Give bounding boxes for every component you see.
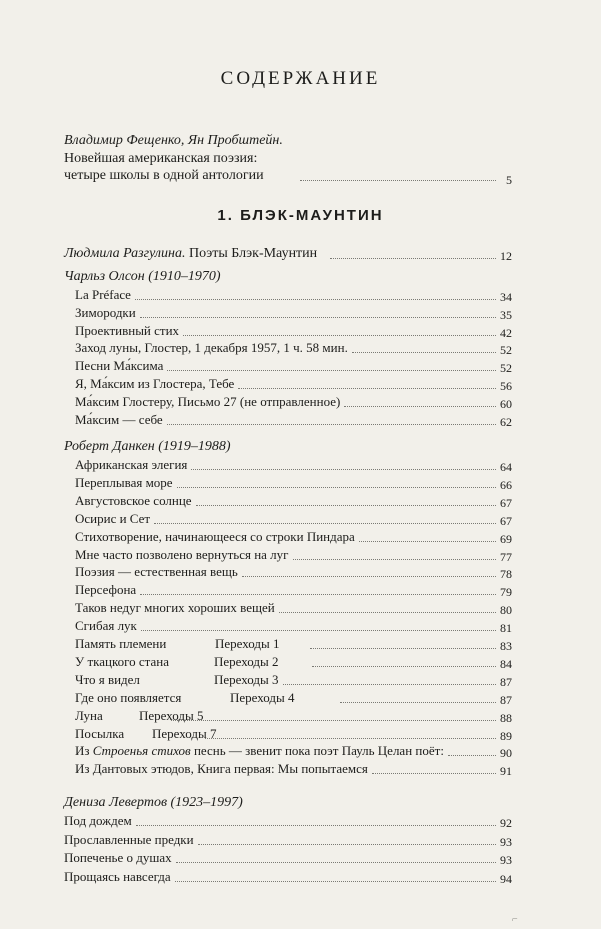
entry-title-text: Персефона (75, 582, 137, 598)
entry-subtitle: Переходы 1 (215, 636, 280, 651)
page-number: 79 (500, 585, 512, 600)
page-number: 64 (500, 460, 512, 474)
toc-entry[interactable] (0, 339, 601, 357)
section-number: 1. (217, 207, 234, 224)
entry-title-text: Ма́ксим Глостеру, Письмо 27 (не отправленное) (75, 393, 341, 409)
entry-title-text: Мне часто позволено вернуться на луг (75, 546, 289, 562)
page-number: 5 (506, 173, 512, 187)
page-number: 84 (500, 656, 512, 671)
entry-title-text: La Préface (75, 287, 131, 302)
entry-title (75, 689, 295, 706)
entry-title (75, 456, 187, 473)
entry-title-text: Заход луны, Глостер, 1 декабря 1957, 1 ч. 58 мин. (75, 340, 348, 356)
entry-title-text: Посылка (75, 725, 125, 741)
leader-dots (242, 575, 496, 577)
entry-title-text: Сгибая лук (75, 618, 137, 634)
entry-title-text: Таков недуг многих хороших вещей (75, 600, 275, 616)
preface-author: Людмила Разгулина. (64, 246, 186, 261)
corner-mark: ⌐ (512, 914, 518, 925)
entry-title-text: Ма́ксим — себе (75, 411, 163, 427)
entry-subtitle: Переходы 2 (214, 653, 279, 669)
entry-title-text: Память племени (75, 636, 167, 651)
toc-entry[interactable] (0, 581, 601, 599)
toc-entry[interactable] (0, 707, 601, 725)
entry-title (75, 510, 150, 527)
entry-title-text: Стихотворение, начинающееся со строки Пиндара (75, 528, 355, 544)
preface-text (64, 245, 317, 262)
leader-dots (175, 880, 496, 882)
entry-subtitle: Переходы 7 (152, 725, 217, 741)
intro-title-line2: четыре школы в одной антологии (64, 168, 264, 183)
entry-title (75, 671, 279, 688)
entry-title (75, 581, 136, 598)
toc-entry[interactable] (0, 286, 601, 304)
page-number: 56 (500, 379, 512, 393)
author-levertov: Дениза Левертов (1923–1997) (64, 795, 243, 810)
entry-title (75, 742, 444, 759)
toc-entry[interactable] (0, 411, 601, 429)
leader-dots (352, 351, 496, 353)
leader-dots (167, 423, 496, 425)
toc-entry-intro[interactable] (0, 167, 601, 185)
entry-title (75, 707, 204, 724)
entry-title (75, 492, 192, 509)
intro-authors: Владимир Фещенко, Ян Пробштейн. (64, 133, 283, 148)
page-number: 91 (500, 764, 512, 779)
entry-title-text: Осирис и Сет (75, 510, 151, 526)
toc-entry[interactable] (0, 760, 601, 778)
page-number: 80 (500, 603, 512, 618)
page-number: 52 (500, 343, 512, 358)
section-title: БЛЭК-МАУНТИН (240, 207, 384, 224)
toc-entry[interactable] (0, 617, 601, 635)
leader-dots (283, 683, 496, 685)
toc-entry[interactable] (0, 357, 601, 375)
page-number: 87 (500, 674, 512, 689)
entry-title-text: Где оно появляется (75, 689, 182, 705)
page-number: 66 (500, 477, 512, 492)
toc-entry-preface[interactable] (0, 245, 601, 263)
toc-entry[interactable] (0, 653, 601, 671)
leader-dots (330, 257, 496, 259)
intro-title-line1: Новейшая американская поэзия: (64, 151, 258, 166)
toc-entry[interactable] (0, 725, 601, 743)
entry-title-text: Зимородки (75, 304, 136, 320)
toc-entry[interactable] (0, 599, 601, 617)
leader-dots (359, 540, 496, 542)
page-number: 83 (500, 639, 512, 653)
toc-entry[interactable] (0, 375, 601, 393)
entry-title-text: Что я видел (75, 671, 140, 687)
entry-title-text: Прощаясь навсегда (64, 868, 171, 884)
entry-title (75, 725, 217, 742)
page-number: 69 (500, 531, 512, 546)
leader-dots (140, 593, 496, 595)
entry-title (75, 474, 173, 491)
leader-dots (191, 468, 496, 470)
entry-title-text: Попеченье о душах (64, 850, 172, 866)
page-number: 81 (500, 621, 512, 636)
leader-dots (171, 719, 496, 721)
leader-dots (340, 701, 496, 703)
page-number: 88 (500, 710, 512, 725)
entry-title-text: Поэзия — естественная вещь (75, 564, 238, 580)
leader-dots (205, 737, 496, 739)
toc-entry[interactable] (0, 510, 601, 528)
toc-entry[interactable] (0, 304, 601, 322)
toc-entry[interactable] (0, 546, 601, 564)
entry-title (75, 563, 238, 580)
toc-entry[interactable] (0, 322, 601, 340)
entry-title (75, 546, 289, 563)
entry-title (64, 849, 172, 866)
leader-dots (135, 298, 496, 300)
entry-title (75, 375, 234, 392)
leader-dots (154, 522, 496, 524)
entry-title (64, 831, 194, 848)
toc-entry[interactable] (0, 528, 601, 546)
page-title: СОДЕРЖАНИЕ (220, 68, 381, 89)
page-number: 67 (500, 513, 512, 528)
leader-dots (196, 504, 496, 506)
toc-entry[interactable] (0, 849, 601, 867)
entry-title-text: Прославленные предки (64, 831, 194, 847)
entry-title (75, 599, 275, 616)
toc-entry[interactable] (0, 812, 601, 830)
entry-title (75, 393, 340, 410)
page-number: 90 (500, 746, 512, 761)
page-number: 35 (500, 307, 512, 322)
entry-title (64, 812, 132, 829)
leader-dots (177, 486, 496, 488)
preface-title: Поэты Блэк-Маунтин (188, 246, 318, 261)
entry-title-text: Проективный стих (75, 322, 180, 338)
entry-subtitle: Переходы 4 (230, 689, 295, 705)
toc-entry[interactable] (0, 831, 601, 849)
entry-title (75, 528, 355, 545)
entry-title (75, 339, 348, 356)
page-number: 62 (500, 414, 512, 429)
entry-title (75, 635, 280, 652)
entry-title-text: Луна (75, 707, 103, 723)
toc-entry[interactable] (0, 868, 601, 886)
page-number: 89 (500, 728, 512, 743)
entry-title-suffix: песнь — звенит пока поэт Пауль Целан поёт: (190, 743, 444, 759)
leader-dots (310, 647, 496, 649)
leader-dots (300, 179, 496, 181)
page-number: 60 (500, 396, 512, 411)
toc-entry[interactable] (0, 671, 601, 689)
page-number: 93 (500, 853, 512, 868)
page-number: 42 (500, 325, 512, 340)
page-number: 52 (500, 361, 512, 376)
page-number: 77 (500, 549, 512, 564)
leader-dots (238, 387, 496, 389)
entry-title-text: Песни Ма́ксима (75, 358, 164, 374)
entry-title (64, 868, 171, 885)
toc-entry[interactable] (0, 563, 601, 581)
entry-title-text: Африканская элегия (75, 457, 188, 472)
toc-entry[interactable] (0, 393, 601, 411)
entry-title (75, 760, 368, 777)
page-number: 67 (500, 495, 512, 510)
entry-title (75, 411, 163, 428)
entry-title-text: Из Дантовых этюдов, Книга первая: Мы попытаемся (75, 761, 368, 777)
toc-entry[interactable] (0, 689, 601, 707)
leader-dots (141, 629, 496, 631)
entry-subtitle: Переходы 3 (214, 671, 279, 687)
leader-dots (312, 665, 496, 667)
entry-title (75, 322, 179, 339)
entry-title (75, 617, 137, 634)
author-duncan: Роберт Данкен (1919–1988) (64, 439, 231, 454)
toc-entry[interactable] (0, 474, 601, 492)
leader-dots (293, 558, 496, 560)
page-number: 87 (500, 692, 512, 707)
entry-title-text: У ткацкого стана (75, 653, 170, 669)
page-number: 93 (500, 834, 512, 849)
entry-title-italic: Строенья стихов (92, 743, 191, 759)
author-olson: Чарльз Олсон (1910–1970) (64, 269, 221, 284)
leader-dots (344, 405, 496, 407)
page-number: 34 (500, 290, 512, 304)
toc-entry[interactable] (0, 492, 601, 510)
entry-title (75, 653, 279, 670)
page-number: 92 (500, 816, 512, 830)
section-heading (0, 207, 601, 224)
page-number: 78 (500, 567, 512, 582)
page-number: 94 (500, 871, 512, 886)
leader-dots (167, 369, 496, 371)
entry-title-prefix: Из (75, 743, 93, 759)
page-number: 12 (500, 249, 512, 263)
toc-entry[interactable] (0, 635, 601, 653)
leader-dots (176, 861, 496, 863)
leader-dots (183, 334, 496, 336)
toc-entry[interactable] (0, 742, 601, 760)
leader-dots (140, 316, 496, 318)
leader-dots (136, 824, 496, 826)
entry-title (75, 304, 136, 321)
entry-title-text: Под дождем (64, 813, 132, 828)
leader-dots (198, 843, 496, 845)
entry-title-text: Августовское солнце (75, 492, 192, 508)
entry-title (75, 286, 131, 303)
entry-title-text: Я, Ма́ксим из Глостера, Тебе (75, 376, 235, 391)
entry-title-text: Переплывая море (75, 474, 173, 490)
entry-subtitle: Переходы 5 (139, 707, 204, 723)
toc-entry[interactable] (0, 456, 601, 474)
leader-dots (279, 611, 496, 613)
entry-title (75, 357, 163, 374)
